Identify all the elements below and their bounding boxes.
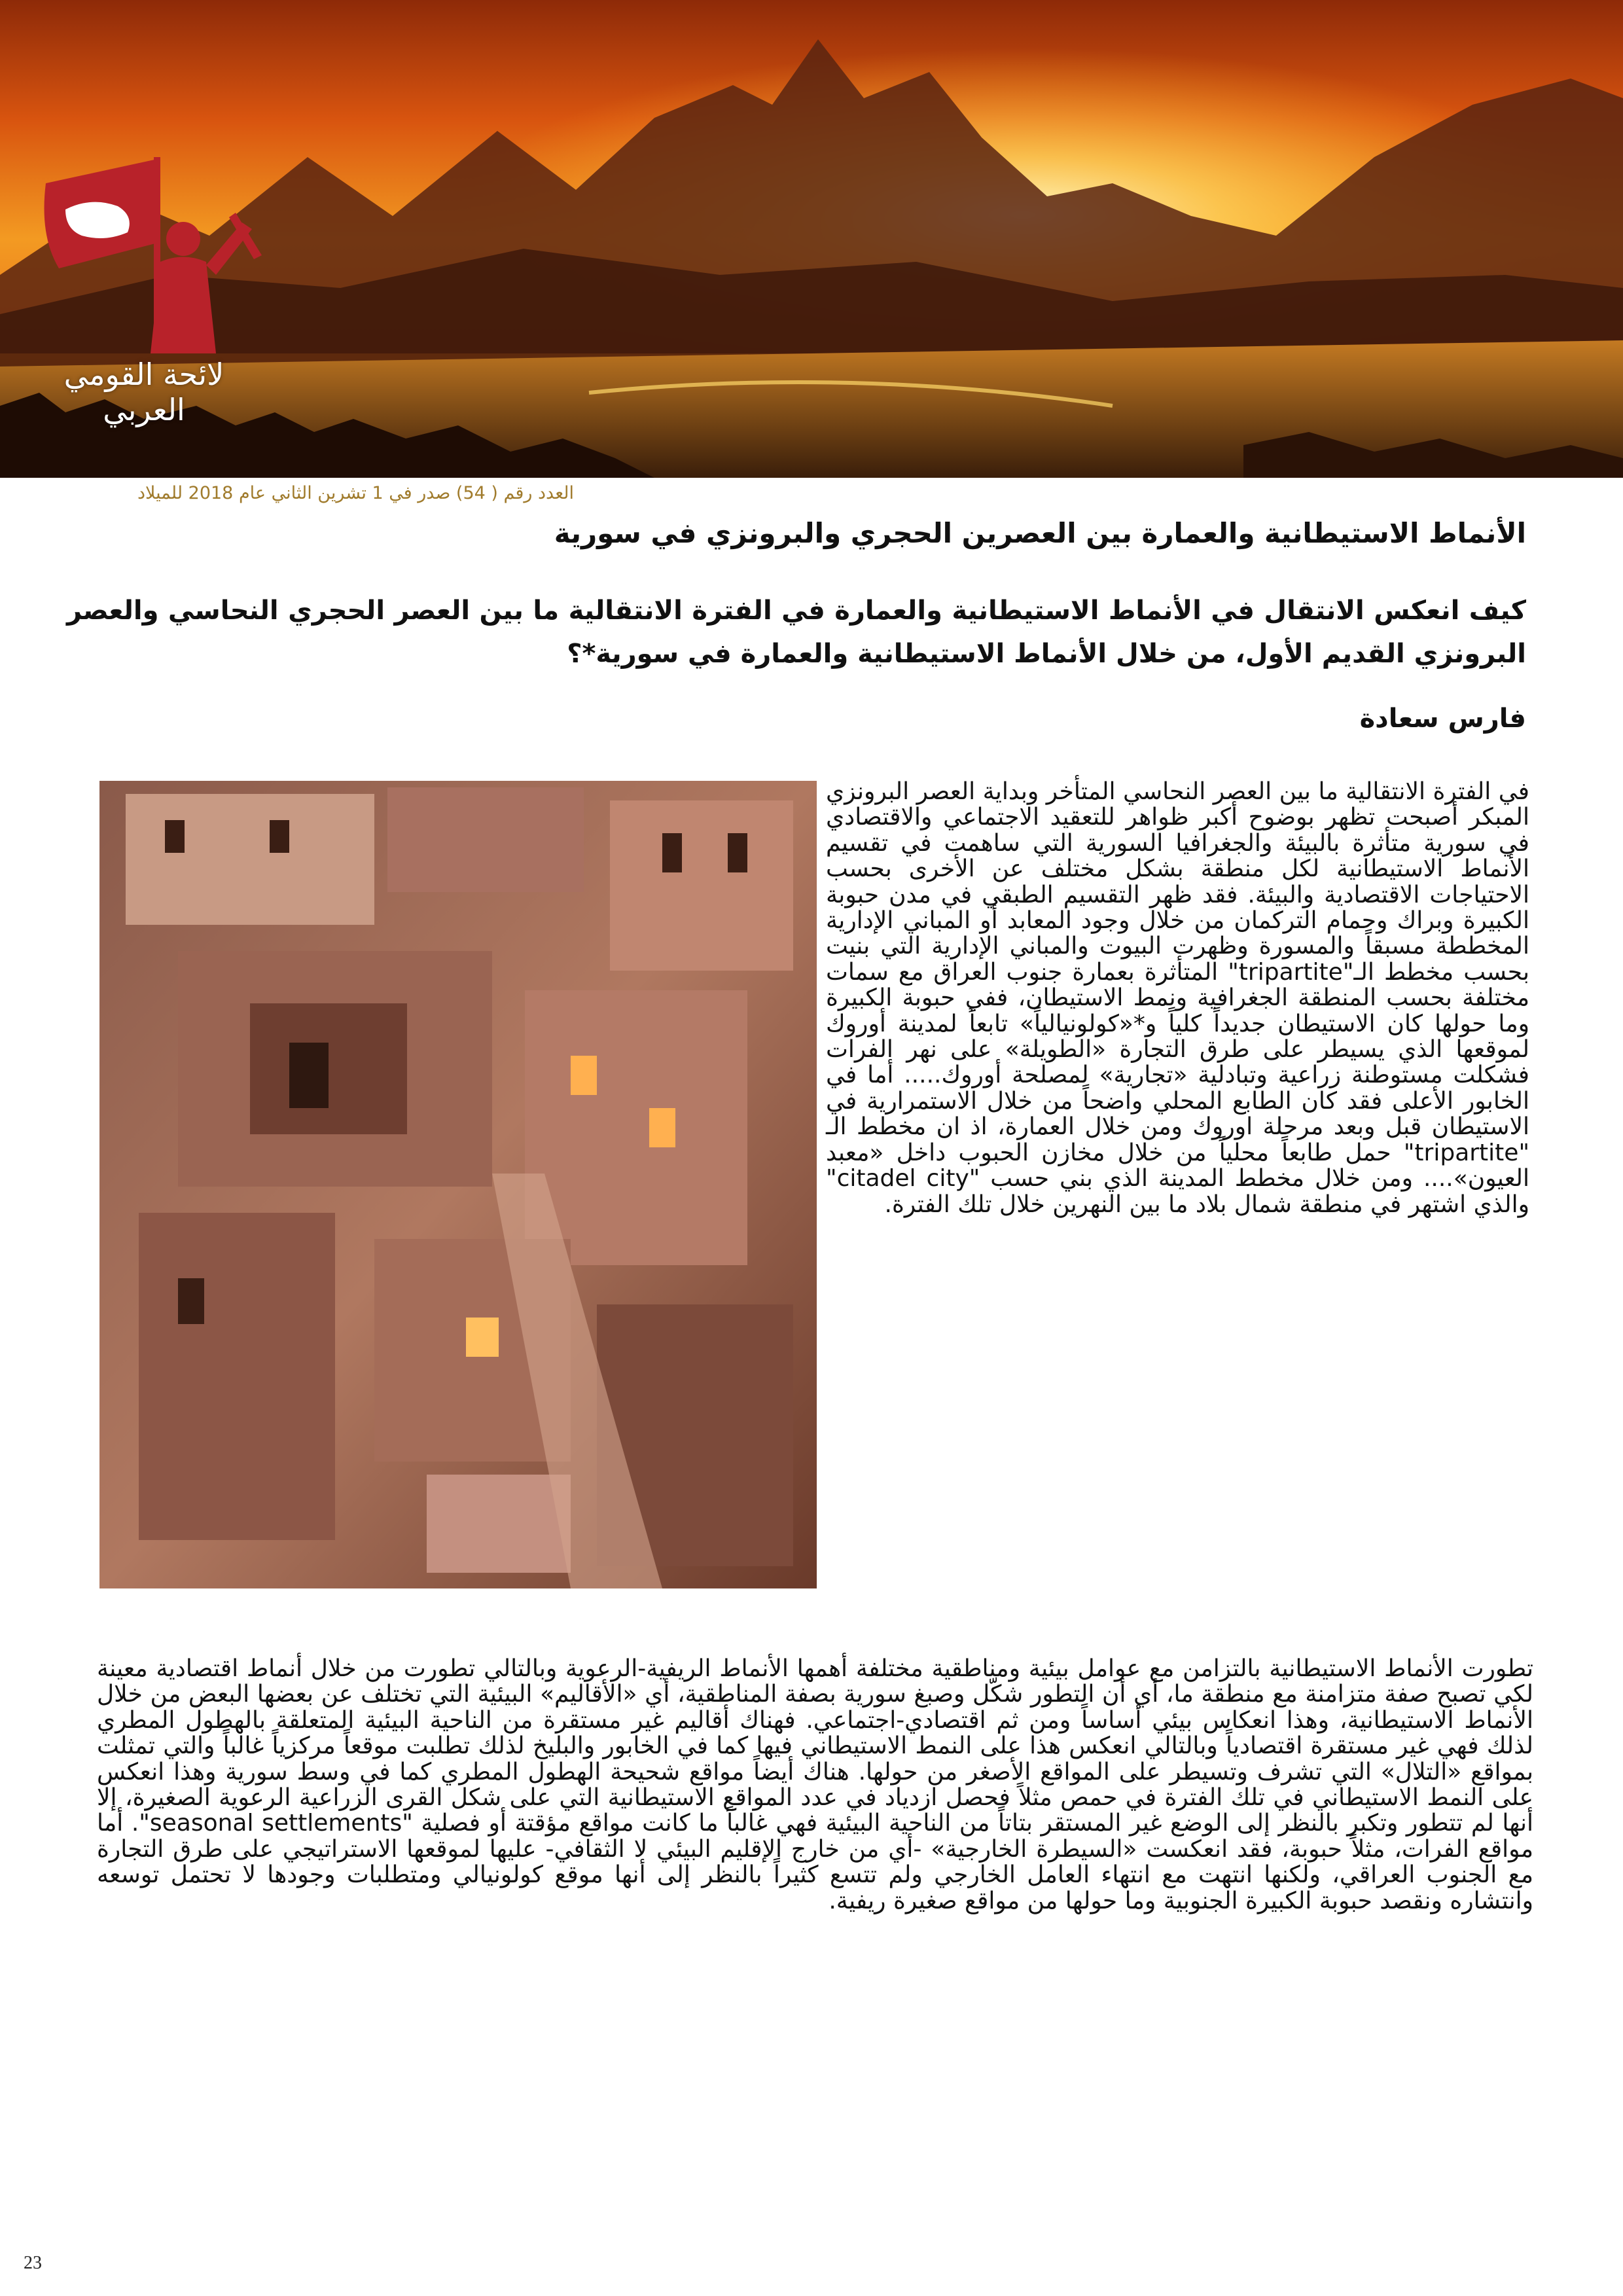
article-author: فارس سعادة xyxy=(1359,704,1526,734)
article-column-paragraph: في الفترة الانتقالية ما بين العصر النحاسي المتأخر وبداية العصر البرونزي المبكر أصبحت تظهر بوضوح أكبر ظواهر للتعقيد الاجتماعي والاقتصادي في سورية متأثرة بالبيئة والجغرافيا السورية التي ساهمت في تقسيم الأنماط الاستيطانية لكل منطقة بشكل مختلف عن الأخرى بحسب الاحتياجات الاقتصادية والبيئة. فقد ظهر التقسيم الطبقي في مدن حبوبة الكبيرة وبراك وحمام التركمان من خلال وجود المعابد أو المباني الإدارية المخططة مسبقاً والمسورة وظهرت البيوت والمباني الإدارية التي بنيت بحسب مخطط الـ"tripartite" المتأثرة بعمارة جنوب العراق مع سمات مختلفة بحسب المنطقة الجغرافية ونمط الاستيطان، ففي حبوبة الكبيرة وما حولها كان الاستيطان جديداً كلياً و*«كولونيالياً» تابعاً لمدينة أوروك لموقعها الذي يسيطر على طرق التجارة «الطويلة» على نهر الفرات فشكلت مستوطنة زراعية وتبادلية «تجارية» لمصلحة أوروك..... أما في الخابور الأعلى فقد كان الطابع المحلي واضحاً من خلال الاستمرارية في الاستيطان قبل وبعد مرحلة اوروك ومن خلال العمارة، اذ ان مخطط الـ "tripartite" حمل طابعاً محلياً من خلال مخازن الحبوب داخل «معبد العيون».... ومن خلال مخطط المدينة الذي بني حسب "citadel city" والذي اشتهر في منطقة شمال بلاد ما بين النهرين خلال تلك الفترة. xyxy=(826,778,1529,1218)
article-subtitle: كيف انعكس الانتقال في الأنماط الاستيطانية والعمارة في الفترة الانتقالية ما بين العصر الحجري النحاسي والعصر البرونزي القديم الأول، من خلال الأنماط الاستيطانية والعمارة في سورية*؟ xyxy=(67,596,1526,669)
ancient-city-illustration xyxy=(99,781,817,1588)
article-body-paragraph: تطورت الأنماط الاستيطانية بالتزامن مع عوامل بيئية ومناطقية مختلفة أهمها الأنماط الريفية-الرعوية وبالتالي تطورت من خلال أنماط اقتصادية معينة لكي تصبح صفة متزامنة مع منطقة ما، أي أن التطور شكّل وصبغ سورية بصفة المناطقية، أي «الأقاليم» البيئية التي تختلف عن بعضها البعض من خلال الأنماط الاستيطانية، وهذا انعكاس بيئي أساساً ومن ثم اقتصادي-اجتماعي. فهناك أقاليم غير مستقرة من الناحية البيئية المتعلقة بالهطول المطري لذلك فهي غير مستقرة اقتصادياً وبالتالي انعكس هذا على النمط الاستيطاني فيها كما في الخابور والبليخ لذلك تطلبت موقعاً مركزياً غالباً والتي تمثلت بمواقع «التلال» التي تشرف وتسيطر على المواقع الأصغر من حولها. هناك أيضاً مواقع شحيحة الهطول المطري كما في وسط سورية وهذا انعكس على النمط الاستيطاني في تلك الفترة في حمص مثلاً فحصل ازدياد في عدد المواقع الاستيطانية التي على شكل القرى الزراعية الرعوية الصغيرة، إلا أنها لم تتطور وتكبر بالنظر إلى الوضع غير المستقر بتاتاً من الناحية البيئية فهي غالباً ما كانت مواقع مؤقتة أو فصلية "seasonal settlements". أما مواقع الفرات، مثلاً حبوبة، فقد انعكست «السيطرة الخارجية» -أي من خارج الإقليم البيئي لا الثقافي- عليها لموقعها الاستراتيجي على طرق التجارة مع الجنوب العراقي، ولكنها انتهت مع انتهاء العامل الخارجي ولم تتسع كثيراً بالنظر إلى أنها موقع كولونيالي ومتطلبات وجودها لا تحتمل توسعه وانتشاره ونقصد حبوبة الكبيرة الجنوبية وما حولها من مواقع صغيرة ريفية. xyxy=(97,1655,1533,1914)
article-title: الأنماط الاستيطانية والعمارة بين العصرين الحجري والبرونزي في سورية xyxy=(554,517,1526,549)
logo-text: لائحة القومي العربي xyxy=(63,357,224,427)
issue-date-line: العدد رقم ( 54) صدر في 1 تشرين الثاني عام 2018 للميلاد xyxy=(137,483,574,503)
page-number: 23 xyxy=(24,2253,42,2273)
